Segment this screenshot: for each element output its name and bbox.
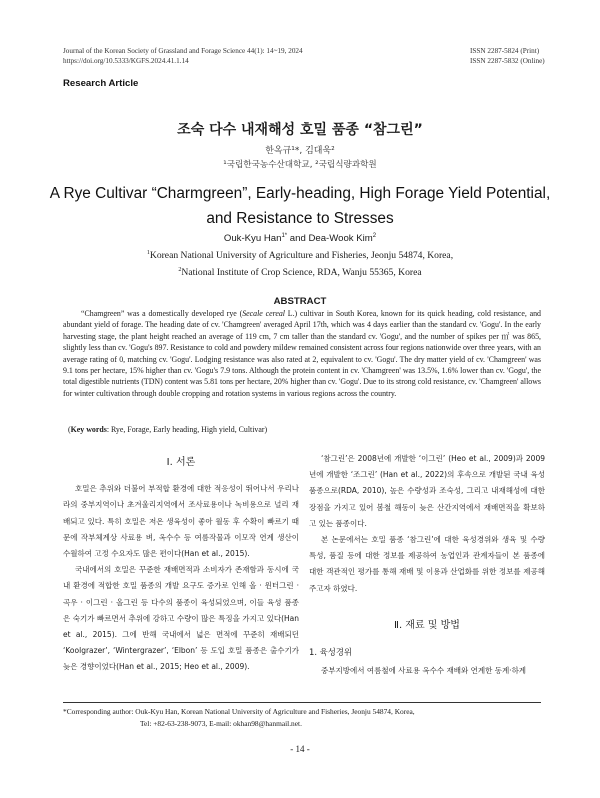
english-title-line2: and Resistance to Stresses [206, 210, 394, 227]
footnote-line-1: *Corresponding author: Ouk-Kyu Han, Korean National University of Agriculture and Fisheries, Jeonju 54874, Korea, [63, 707, 415, 716]
issn-print: ISSN 2287-5824 (Print) [470, 47, 540, 55]
keywords-label: Key words [70, 425, 107, 434]
issn-block [470, 46, 545, 66]
journal-header [63, 46, 303, 66]
author-1: Ouk-Kyu Han [223, 233, 282, 244]
page-number: - 14 - [290, 744, 310, 754]
footnote-line-2: Tel: +82-63-238-9073, E-mail: okhan98@hanmail.net. [140, 718, 302, 728]
species-name: Secale cereal [242, 309, 285, 318]
english-title [0, 181, 600, 231]
left-column [63, 452, 299, 676]
journal-name: Journal of the Korean Society of Grassland and Forage Science 44(1): 14~19, 2024 [63, 47, 303, 55]
abstract-text-start: “Chamgreen” was a domestically developed rye ( [81, 309, 243, 318]
right-paragraph-3: 중부지방에서 여름철에 사료용 옥수수 재배와 연계한 동계·하계 [321, 666, 527, 676]
affiliation-2 [0, 267, 600, 278]
abstract-heading: ABSTRACT [273, 296, 327, 307]
keywords-line: (Key words: Rye, Forage, Early heading, High yield, Cultivar) [68, 425, 268, 434]
journal-doi[interactable]: https://doi.org/10.5333/KGFS.2024.41.1.14 [63, 57, 189, 65]
issn-online: ISSN 2287-5832 (Online) [470, 57, 545, 65]
affiliation-2-text: National Institute of Crop Science, RDA, Wanju 55365, Korea [181, 267, 422, 278]
abstract-text [63, 308, 541, 399]
english-title-line1: A Rye Cultivar “Charmgreen”, Early-heading, High Forage Yield Potential, [49, 185, 551, 202]
footnote [63, 706, 415, 729]
korean-title: 조숙 다수 내재해성 호밀 품종 “참그린” [177, 122, 423, 138]
intro-heading: Ⅰ. 서론 [166, 457, 196, 468]
footnote-divider [63, 702, 541, 703]
abstract-text-rest: L.) cultivar in South Korea, known for its quick heading, cold resistance, and abundant yield of forage. The heading date of cv. 'Chamgreen' averaged April 17th, which was 4 days earlier than the standard cv. 'Gogu'. In the early harvesting stage, the plant height reached an average of 119 cm, 7 cm taller than the standard cv. 'Gogu', and the number of spikes per ㎡ was 865, slightly less than cv. 'Gogu's 897. Resistance to cold and powdery mildew remained consistent across four regions nationwide over three years, with an average rating of 0, matching cv. 'Gogu'. Lodging resistance was also rated at 2, equivalent to cv. 'Gogu'. The dry matter yield of cv. 'Chamgreen' was 9.1 tons per hectare, 15% higher than cv. 'Gogu's 7.9 tons. Although the protein content in cv. 'Chamgreen' was 13.5%, 1.6% lower than cv. 'Gogu', the total digestible nutrients (TDN) content was 5.81 tons per hectare, 20% higher than cv. 'Gogu'. Due to its strong cold resistance, cv. 'Chamgreen' allows for winter cultivation through double cropping and rotation systems in various regions across the country. [63, 309, 541, 398]
right-paragraph-2: 본 논문에서는 호밀 품종 ‘참그린’에 대한 육성경위와 생육 및 수량 특성, 품질 등에 대한 정보를 제공하여 농업인과 관계자들이 본 품종에 대한 객관적인 평가를 통해 재배 및 이용과 산업화를 위한 정보를 제공해 주고자 하였다. [309, 535, 545, 593]
author-1-sup: 1* [281, 232, 288, 239]
affiliation-1-text: Korean National University of Agriculture and Fisheries, Jeonju 54874, Korea, [149, 250, 454, 261]
author-2-sup: 2 [372, 232, 377, 239]
right-column [309, 451, 545, 679]
affiliation-2-sup: 2 [178, 266, 182, 273]
affiliation-1 [0, 250, 600, 261]
author-and: and Dea-Wook Kim [287, 233, 373, 244]
article-type: Research Article [63, 78, 139, 89]
section-gap [309, 597, 545, 615]
intro-paragraph-2: 국내에서의 호밀은 꾸준한 재배면적과 소비자가 존재함과 동시에 국내 환경에 적합한 호밀 품종의 개발 요구도 증가로 인해 올 · 윈터그린 · 곡우 · 이그린 · 올그린 등 다수의 품종이 육성되었으며, 이들 육성 품종은 숙기가 빠르면서 추위에 강하고 수량이 많은 특징을 가지고 있다(Han et al., 2015). 그에 반해 국내에서 넓은 면적에 꾸준히 재배되던 ‘Koolgrazer’, ‘Wintergrazer’, ‘Elbon’ 등 도입 호밀 품종은 출수기가 늦은 경향이었다(Han et al., 2015; Heo et al., 2009). [63, 565, 299, 672]
intro-paragraph-1: 호밀은 추위와 더불어 부적합 환경에 대한 적응성이 뛰어나서 우리나라의 중부지역이나 초겨울리지역에서 조사료용이나 녹비용으로 널리 재배되고 있다. 특히 호밀은 저온 생육성이 좋아 월동 후 수확이 빠르기 때문에 작부체계상 사료용 벼, 옥수수 등 여름작물과 이모작 연계 생산이 수월하여 고정 수요자도 많은 편이다(Han et al., 2015). [63, 484, 299, 559]
korean-authors: 한옥규¹*, 김대욱² [265, 146, 335, 156]
right-paragraph-1: ‘참그린’은 2008년에 개발한 ‘이그린’ (Heo et al., 2009)과 2009년에 개발한 ‘조그린’ (Han et al., 2022)의 후속으로 개발된 국내 육성 품종으로(RDA, 2010), 높은 수량성과 조숙성, 그리고 내재해성에 대한 장점을 가지고 있어 봄철 해동이 늦은 산간지역에서 재배면적을 확보하고 있는 품종이다. [309, 454, 545, 528]
affiliation-1-sup: 1 [146, 249, 150, 256]
keywords-list: : Rye, Forage, Early heading, High yield, Cultivar) [106, 425, 268, 434]
english-authors [0, 233, 600, 244]
methods-heading: Ⅱ. 재료 및 방법 [394, 619, 460, 631]
breeding-history-heading: 1. 육성경위 [309, 647, 353, 658]
korean-affiliations: ¹국립한국농수산대학교, ²국립식량과학원 [223, 160, 377, 170]
